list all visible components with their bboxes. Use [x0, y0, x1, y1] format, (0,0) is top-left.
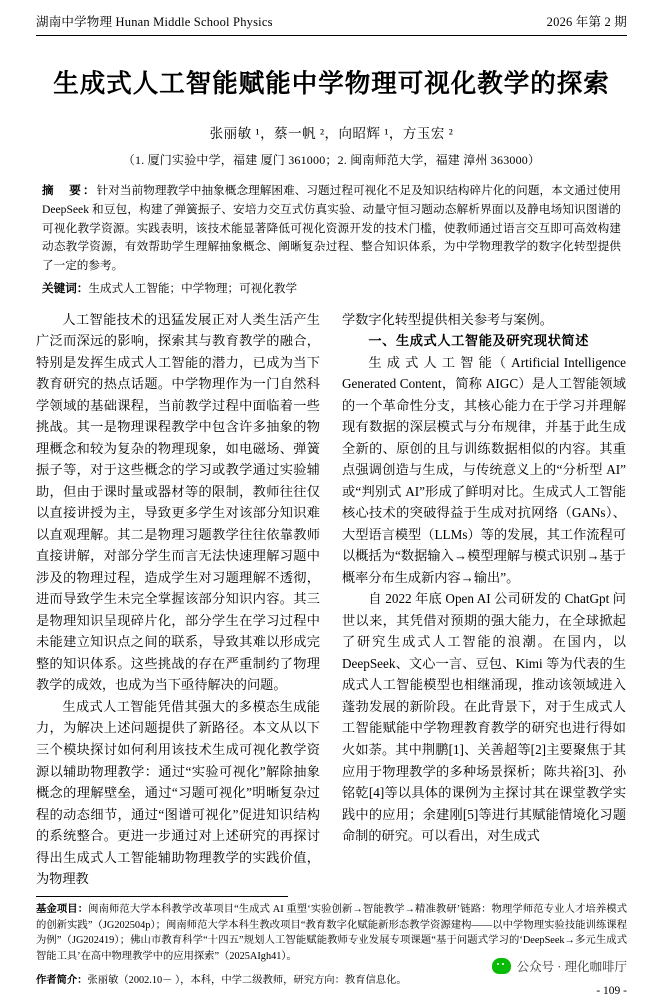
running-head	[36, 0, 627, 30]
abstract	[36, 182, 627, 276]
body-columns	[36, 309, 627, 890]
author-label: 作者简介：	[36, 974, 88, 986]
keywords	[36, 280, 627, 299]
header-divider	[36, 35, 627, 36]
paragraph: 生 成 式 人 工 智 能（ Artificial Intelligence Generated Content，简称 AIGC）是人工智能领域的一个革命性分支，其核心能力在于学习并理解现有数据的深层模式与分布规律，并基于此生成全新的、原创的且与训练数据相似的内容。其重点强调创造与生成，与传统意义上的“分析型 AI”或“判别式 AI”形成了鲜明对比。生成式人工智能核心技术的突破得益于生成对抗网络（GANs）、大型语言模型（LLMs）等的发展，其工作流程可以概括为“数据输入→模型理解与模式识别→基于概率分布生成新内容→输出”。	[342, 354, 626, 585]
footnote-divider	[36, 896, 288, 897]
paragraph-continuation: 学数字化转型提供相关参考与案例。	[342, 311, 553, 327]
author-list: 张丽敏 ¹，蔡一帆 ²，向昭辉 ¹，方玉宏 ²	[209, 126, 454, 141]
keywords-label: 关键词：	[42, 281, 89, 295]
wechat-icon	[492, 958, 511, 974]
right-column	[342, 309, 626, 890]
left-column	[36, 309, 320, 890]
issue-info: 2026 年第 2 期	[546, 15, 627, 29]
author-affiliation: （1. 厦门实验中学，福建 厦门 361000；2. 闽南师范大学，福建 漳州 363000）	[122, 153, 541, 167]
footnotes	[36, 902, 627, 988]
keywords-text: 生成式人工智能；中学物理；可视化教学	[88, 281, 298, 295]
section-heading: 一、生成式人工智能及研究现状简述	[368, 333, 589, 349]
fund-label: 基金项目：	[36, 904, 89, 915]
wechat-watermark	[492, 957, 627, 975]
fund-text: 闽南师范大学本科教学改革项目“生成式 AI 重塑‘实验创新→智能教学→精准教研’链路：物理学师范专业人才培养模式的创新实践”（JG202504p）；闽南师范大学本科生教改项目“教育数字化赋能新形态教学资源建构——以中学物理实验技能训练课程为例”（JG202419）；佛山市教育科学“十四五”规划人工智能赋能教师专业发展专项课题“基于问题式学习的‘DeepSeek→多元生成式智能工具’在高中物理教学中的应用探索”（2025AIgh41）。	[36, 904, 627, 962]
abstract-text: 针对当前物理教学中抽象概念理解困难、习题过程可视化不足及知识结构碎片化的问题，本文通过使用 DeepSeek 和豆包，构建了弹簧振子、安培力交互式仿真实验、动量守恒习题动态解析界面以及静电场知识图谱的可视化教学资源。实践表明，该技术能显著降低可视化资源开发的技术门槛，使教师通过语言交互即可高效构建动态教学资源，有效帮助学生理解抽象概念、阐晰复杂过程、整合知识体系，为中学物理教学的数字化转型提供了一定的参考。	[42, 184, 621, 273]
author-text: 张丽敏（2002.10－ ），本科，中学二级教师，研究方向：教育信息化。	[87, 974, 407, 986]
page-number: - 109 -	[596, 985, 627, 997]
wechat-label: 公众号 · 理化咖啡厅	[516, 960, 627, 974]
journal-name: 湖南中学物理 Hunan Middle School Physics	[36, 15, 273, 29]
paragraph: 人工智能技术的迅猛发展正对人类生活产生广泛而深远的影响，探索其与教育教学的融合，特别是发挥生成式人工智能的潜力，已成为当下教育研究的热点话题。中学物理作为一门自然科学领域的基础课程，当前教学过程中面临着一些挑战。其一是物理课程教学中包含许多抽象的物理概念和较为复杂的物理现象，如电磁场、弹簧振子等，对于这些概念的学习或教学通过实验辅助，但由于课时量或器材等的限制，教师往往仅以直接讲授为主，导致更多学生对该部分知识难以直观理解。其二是物理习题教学往往依靠教师直接讲解，对部分学生而言无法快速理解习题中涉及的物理过程，造成学生对习题理解不透彻，进而导致学生未完全掌握该部分知识内容。其三是物理知识呈现碎片化，部分学生在学习过程中未能建立知识点之间的联系，导致其难以形成完整的知识体系。这些挑战的存在严重制约了物理教学的成效，也成为当下亟待解决的问题。	[36, 311, 320, 693]
article-title: 生成式人工智能赋能中学物理可视化教学的探索	[53, 69, 610, 98]
paragraph: 生成式人工智能凭借其强大的多模态生成能力，为解决上述问题提供了新路径。本文从以下三个模块探讨如何利用该技术生成可视化教学资源以辅助物理教学：通过“实验可视化”解除抽象概念的理解壁垒，通过“习题可视化”明晰复杂过程的动态细节，通过“图谱可视化”促进知识结构的系统整合。更进一步通过对上述研究的再探讨得出生成式人工智能辅助物理教学的实践价值，为物理教	[36, 698, 320, 887]
paragraph: 自 2022 年底 Open AI 公司研发的 ChatGpt 问世以来，其凭借对预期的强大能力，在全球掀起了研究生成式人工智能的浪潮。在国内，以 DeepSeek、文心一言、豆包、Kimi 等为代表的生成式人工智能模型也相继涌现，推动该领域进入蓬勃发展的新阶段。在此背景下，对于生成式人工智能赋能中学物理教育教学的研究也进行得如火如荼。其中荆鹏[1]、关善超等[2]主要聚焦于其应用于物理教学的多种场景探析；陈共裕[3]、孙铭乾[4]等以具体的课例为主探讨其在课堂教学实践中的应用；余建刚[5]等进行其赋能情境化习题命制的研究。可以看出，对生成式	[342, 591, 626, 844]
fund-note	[36, 902, 627, 965]
abstract-label: 摘 要：	[42, 184, 97, 197]
